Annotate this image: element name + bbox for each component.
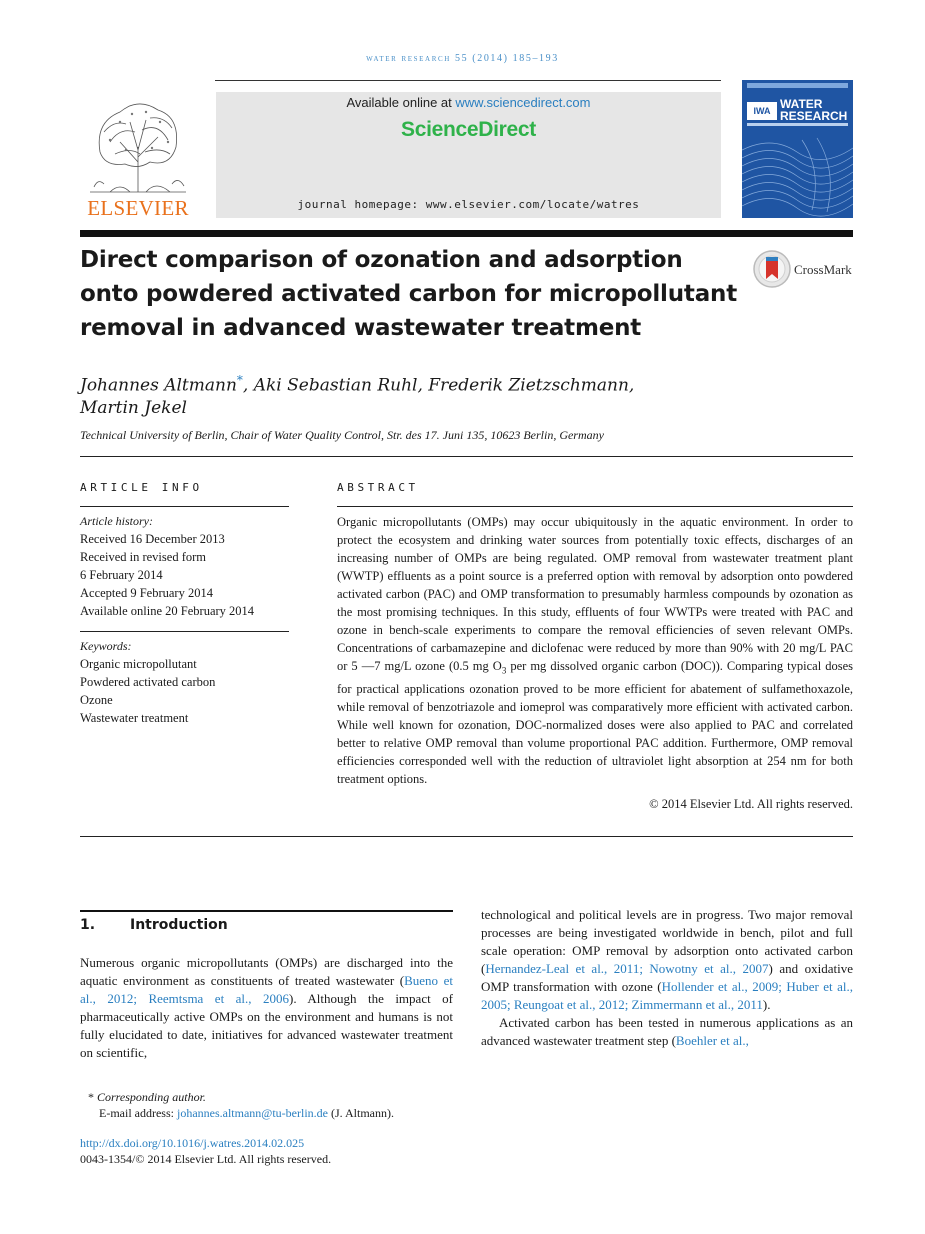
section-number: 1. bbox=[80, 917, 96, 933]
history-item: Received 16 December 2013 bbox=[80, 532, 225, 546]
divider bbox=[80, 631, 289, 632]
author-names[interactable]: , Aki Sebastian Ruhl, Frederik Zietzschmann, bbox=[242, 375, 635, 396]
abstract-text-part: Organic micropollutants (OMPs) may occur ubiquitously in the aquatic environment. In order to protect the ecosystem and drinking water sources from potentially toxic effects, discharges of an increasing number of OMPs are being regulated. OMP removal from wastewater treatment plant (WWTP) effluents as a point source is a preferred option with removal by adsorption onto powdered activated carbon (PAC) and OMP transformation to presumably harmless compounds by ozonation as the most promising techniques. In this study, effluents of four WWTPs were treated with PAC and ozone in bench-scale experiments to compare the removal efficiencies of seven relevant OMPs. Concentrations of carbamazepine and diclofenac were reduced by more than 90% with 20 mg/L PAC or 5 —7 mg/L ozone (0.5 mg O bbox=[337, 515, 853, 673]
citation-link[interactable]: Bueno et al., 2012; Reemtsma et al., 2006 bbox=[80, 973, 453, 1006]
cover-title-line2: RESEARCH bbox=[780, 109, 848, 123]
iwa-badge: IWA bbox=[747, 102, 777, 120]
email-footnote bbox=[99, 1106, 394, 1121]
sciencedirect-link[interactable]: www.sciencedirect.com bbox=[455, 95, 591, 110]
intro-right-column bbox=[481, 906, 853, 1050]
history-item: 6 February 2014 bbox=[80, 568, 163, 582]
article-history-heading: Article history: bbox=[80, 514, 153, 528]
sciencedirect-banner bbox=[216, 92, 721, 218]
journal-homepage[interactable]: journal homepage: www.elsevier.com/locate/watres bbox=[297, 198, 640, 211]
abstract-text-part: per mg dissolved organic carbon (DOC)). Comparing typical doses for practical applications ozonation proved to be more efficient for abatement of sulfamethoxazole, while removal of benzotriazole and iomeprol was comparatively more efficient with activated carbon. While well known for ozonation, DOC-normalized doses were also applied to PAC and correlated better to relative OMP removal than volume proportional PAC addition. Furthermore, OMP removal efficiencies corresponded well with the reduction of ultraviolet light absorption at 254 nm for both treatment options. bbox=[337, 659, 853, 786]
body-text: Activated carbon has been tested in numerous applications as an advanced wastewater treatment step ( bbox=[481, 1015, 853, 1048]
keyword: Powdered activated carbon bbox=[80, 675, 216, 689]
title-line: Direct comparison of ozonation and adsorption bbox=[80, 247, 683, 273]
email-link[interactable]: johannes.altmann@tu-berlin.de bbox=[176, 1106, 328, 1120]
body-text: Numerous organic micropollutants (OMPs) are discharged into the aquatic environment as constituents of treated wastewater ( bbox=[80, 955, 453, 988]
corresponding-author-marker[interactable]: * bbox=[236, 373, 243, 387]
cover-title-line1: WATER bbox=[780, 97, 823, 111]
citation-link[interactable]: Hollender et al., 2009; Huber et al., 2005; Reungoat et al., 2012; Zimmermann et al., 2011 bbox=[481, 979, 854, 1012]
divider bbox=[80, 506, 289, 507]
citation-link[interactable]: Hernandez-Leal et al., 2011; Nowotny et al., 2007 bbox=[485, 961, 769, 976]
abstract-label: ABSTRACT bbox=[337, 481, 419, 494]
ozone-subscript: 3 bbox=[501, 665, 507, 676]
intro-left-column bbox=[80, 954, 453, 1062]
body-text: technological and political levels are in progress. Two major removal processes are being investigated worldwide in bench, pilot and full scale operation: OMP removal by adsorption onto activated carbon ( bbox=[481, 907, 853, 976]
paragraph bbox=[481, 906, 853, 1014]
keyword: Wastewater treatment bbox=[80, 711, 189, 725]
keywords-heading: Keywords: bbox=[80, 639, 132, 653]
header-rule bbox=[215, 80, 721, 81]
elsevier-wordmark: ELSEVIER bbox=[87, 196, 189, 220]
title-line: removal in advanced wastewater treatment bbox=[80, 315, 642, 341]
email-label: E-mail address: bbox=[99, 1106, 177, 1120]
running-head: water research 55 (2014) 185–193 bbox=[366, 53, 559, 64]
issn-line: 0043-1354/© 2014 Elsevier Ltd. All rights reserved. bbox=[80, 1152, 332, 1166]
divider bbox=[80, 836, 853, 837]
keyword: Organic micropollutant bbox=[80, 657, 197, 671]
keyword: Ozone bbox=[80, 693, 113, 707]
title-line: onto powdered activated carbon for micropollutant bbox=[80, 281, 737, 307]
section-rule bbox=[80, 910, 453, 912]
author-line[interactable]: Martin Jekel bbox=[80, 397, 187, 418]
cover-top-bar bbox=[747, 83, 848, 88]
body-text: ) and oxidative OMP transformation with ozone ( bbox=[481, 961, 854, 994]
crossmark-icon bbox=[752, 249, 792, 289]
available-online-prefix: Available online at bbox=[346, 95, 456, 110]
cover-wave-art bbox=[742, 130, 853, 218]
doi-link[interactable]: http://dx.doi.org/10.1016/j.watres.2014.02.025 bbox=[80, 1136, 305, 1150]
sciencedirect-logo[interactable]: ScienceDirect bbox=[400, 118, 536, 141]
body-text: ). Although the impact of pharmaceutically active OMPs on the environment and humans is not fully elucidated to date, initiatives for advanced wastewater treatment on scientific, bbox=[80, 991, 454, 1060]
journal-cover[interactable] bbox=[742, 80, 853, 218]
divider bbox=[80, 456, 853, 457]
email-suffix: (J. Altmann). bbox=[328, 1106, 394, 1120]
abstract-copyright: © 2014 Elsevier Ltd. All rights reserved. bbox=[649, 797, 853, 811]
citation-link[interactable]: Boehler et al., bbox=[675, 1033, 749, 1048]
crossmark-label: CrossMark bbox=[794, 262, 852, 277]
paragraph bbox=[481, 1014, 853, 1050]
footnote-text: Corresponding author. bbox=[97, 1090, 206, 1104]
available-online bbox=[216, 95, 721, 110]
corresponding-footnote bbox=[88, 1090, 206, 1105]
elsevier-logo[interactable] bbox=[80, 92, 196, 222]
paper-title bbox=[80, 243, 740, 345]
body-text: ). bbox=[762, 997, 771, 1012]
section-title: Introduction bbox=[130, 917, 228, 933]
section-heading bbox=[80, 917, 228, 933]
history-item: Received in revised form bbox=[80, 550, 206, 564]
cover-title bbox=[780, 98, 847, 122]
author-corresponding[interactable]: Johannes Altmann bbox=[80, 375, 237, 396]
footnote-marker: * bbox=[88, 1090, 94, 1104]
crossmark-button[interactable] bbox=[752, 249, 857, 289]
author-list bbox=[80, 369, 740, 419]
affiliation: Technical University of Berlin, Chair of Water Quality Control, Str. des 17. Juni 135, 10623 Berlin, Germany bbox=[80, 428, 604, 442]
divider bbox=[337, 506, 853, 507]
abstract bbox=[337, 481, 853, 811]
history-item: Accepted 9 February 2014 bbox=[80, 586, 213, 600]
history-item: Available online 20 February 2014 bbox=[80, 604, 255, 618]
article-info bbox=[80, 481, 289, 725]
cover-subtitle-bar bbox=[747, 123, 848, 126]
elsevier-tree-icon bbox=[80, 92, 196, 196]
article-info-label: ARTICLE INFO bbox=[80, 481, 203, 494]
header-thick-rule bbox=[80, 230, 853, 237]
abstract-text bbox=[337, 513, 853, 788]
author-line bbox=[80, 369, 740, 397]
